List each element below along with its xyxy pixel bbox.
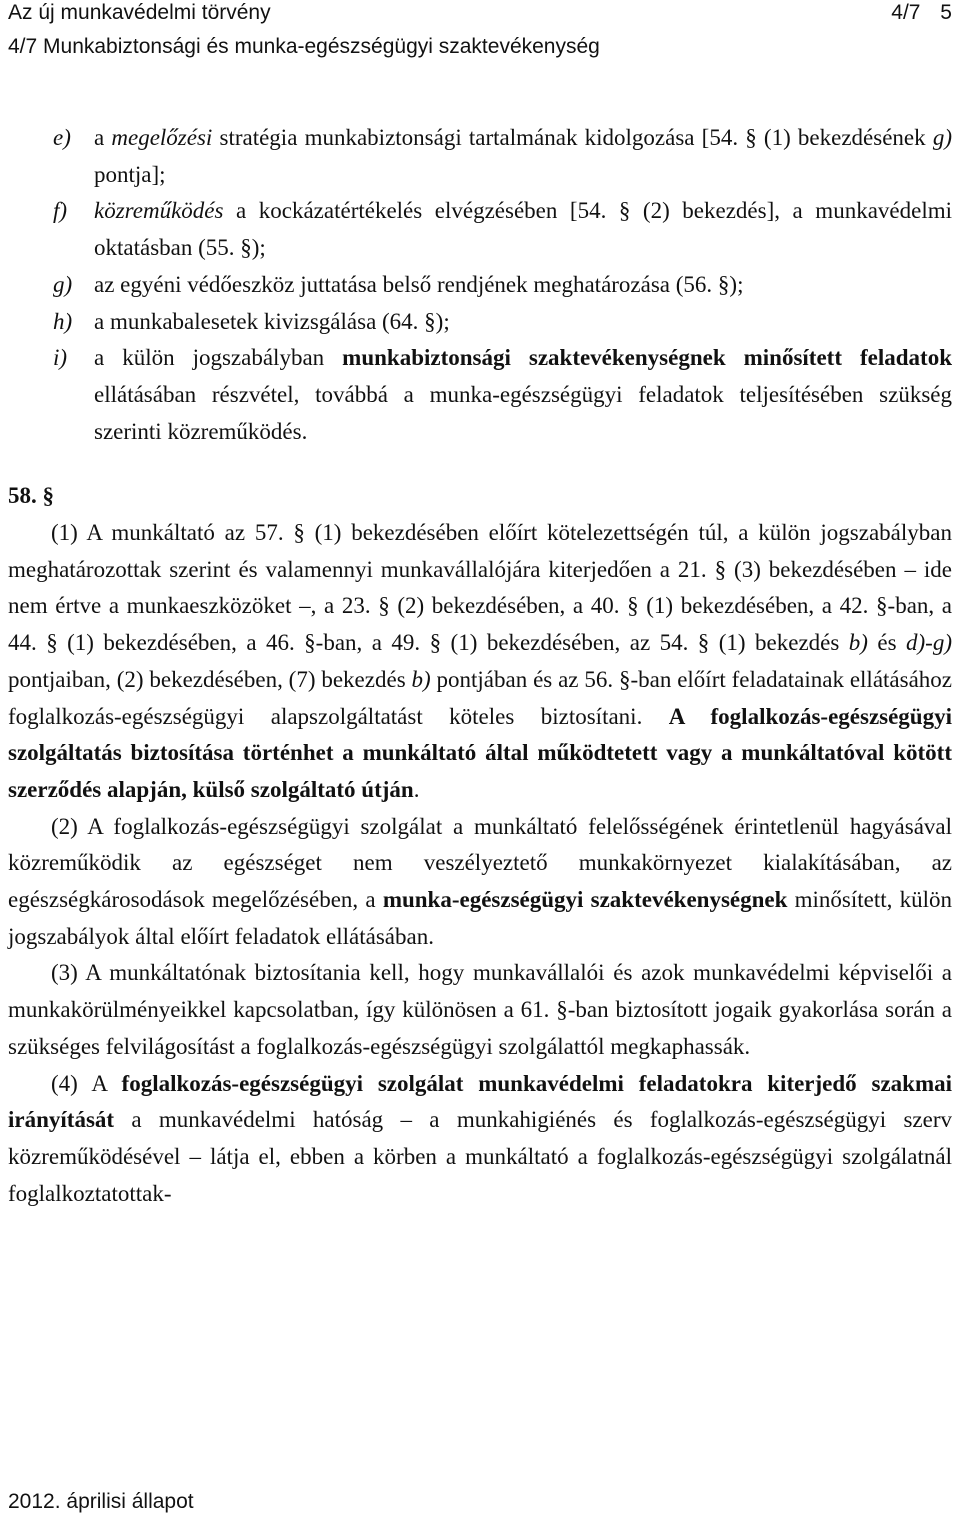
item-label: e) [53, 125, 71, 150]
item-label: f) [53, 198, 68, 224]
document-body [8, 120, 952, 1212]
item-text: az egyéni védőeszköz juttatása belső rendjének meghatározása (56. §); [94, 271, 744, 297]
document-title: Az új munkavédelmi törvény [8, 1, 271, 24]
item-ref: g) [932, 125, 952, 150]
item-label: g) [53, 271, 73, 297]
item-text: a kockázatértékelés elvégzésében [54. § (2) bekezdés], a munkavédelmi oktatásban (55. §); [94, 198, 952, 261]
item-text: pontja]; [94, 161, 166, 187]
item-text: a [94, 125, 112, 150]
item-text: ellátásában részvétel, továbbá a munka-egészségügyi feladatok teljesítésében szükség szerinti közreműködés. [94, 381, 952, 444]
paragraph-text: pontjaiban, (2) bekezdésében, (7) bekezdés [8, 666, 412, 692]
paragraph-ref: b) [411, 666, 431, 692]
item-term: megelőzési [111, 125, 213, 150]
paragraph-text: és [867, 630, 906, 656]
paragraph-emphasis: A foglalkozás-egészségügyi szolgáltatás biztosítása történhet a munkáltató által működtetett vagy a munkáltatóval kötött szerződés alapján, külső szolgáltató útján [8, 703, 952, 802]
paragraph-emphasis: munka-egészségügyi szaktevékenységnek [382, 887, 788, 913]
list-item-g [8, 267, 952, 304]
page-footer: 2012. áprilisi állapot [8, 1490, 194, 1513]
item-label: h) [53, 308, 73, 334]
list-item-h [8, 304, 952, 341]
page-reference: 4/7 5 [891, 1, 952, 24]
paragraph-2 [8, 809, 952, 956]
paragraph-text: (1) A munkáltató az 57. § (1) bekezdésében előírt kötelezettségén túl, a külön jogszabályban meghatározottak szerint és valamennyi munkavállalójára kiterjedően a 21. § (3) bekezdésében – ide nem értve a munkaeszközöket –, a 23. § (2) bekezdésében, a 40. § (1) bekezdésében, a 42. §-ban, a 44. § (1) bekezdésében, a 46. §-ban, a 49. § (1) bekezdésében, az 54. § (1) bekezdés [8, 520, 952, 656]
paragraph-text: minősített, külön jogszabályok által előírt feladatok ellátásában. [8, 887, 952, 949]
section-header: 4/7 Munkabiztonsági és munka-egészségügyi szaktevékenység [8, 35, 600, 58]
paragraph-4 [8, 1066, 952, 1213]
item-label: i) [53, 345, 68, 371]
paragraph-ref: d)-g) [906, 630, 952, 656]
list-item-e [8, 120, 952, 193]
list-item-i [8, 340, 952, 450]
paragraph-1 [8, 515, 952, 809]
list-item-f [8, 193, 952, 266]
paragraph-emphasis: foglalkozás-egészségügyi szolgálat munkavédelmi feladatokra kiterjedő szakmai irányítását [8, 1070, 952, 1133]
item-text: a külön jogszabályban [94, 345, 343, 371]
section-heading: 58. § [8, 483, 54, 509]
item-text: stratégia munkabiztonsági tartalmának kidolgozása [54. § (1) bekezdésének [212, 125, 933, 150]
paragraph-text: (2) A foglalkozás-egészségügyi szolgálat a munkáltató felelősségének érintetlenül hagyásával közreműködik az egészséget nem veszélyeztető munkakörnyezet kialakításában, az egészségkárosodások megelőzésében, a [8, 813, 952, 913]
paragraph-ref: b) [848, 630, 868, 656]
item-emphasis: munkabiztonsági szaktevékenységnek minősített feladatok [342, 345, 952, 371]
paragraph-text: . [413, 776, 420, 802]
item-text: a munkabalesetek kivizsgálása (64. §); [94, 308, 450, 334]
running-header [8, 0, 952, 26]
item-term: közreműködés [94, 198, 224, 224]
paragraph-text: a munkavédelmi hatóság – a munkahigiénés és foglalkozás-egészségügyi szerv közreműködésével – látja el, ebben a körben a munkáltató a foglalkozás-egészségügyi szolgálatnál foglalkoztatottak- [8, 1107, 952, 1206]
paragraph-text: (4) A [51, 1070, 122, 1096]
paragraph-3: (3) A munkáltatónak biztosítania kell, hogy munkavállalói és azok munkavédelmi képviselői a munkakörülményeikkel kapcsolatban, így különösen a 61. §-ban biztosított jogaik gyakorlása során a szükséges felvilágosítást a foglalkozás-egészségügyi szolgálattól megkaphassák. [8, 960, 952, 1059]
paragraph-text: pontjában és az 56. §-ban előírt feladatainak ellátásához foglalkozás-egészségügyi alapszolgáltatást köteles biztosítani. [8, 666, 952, 729]
